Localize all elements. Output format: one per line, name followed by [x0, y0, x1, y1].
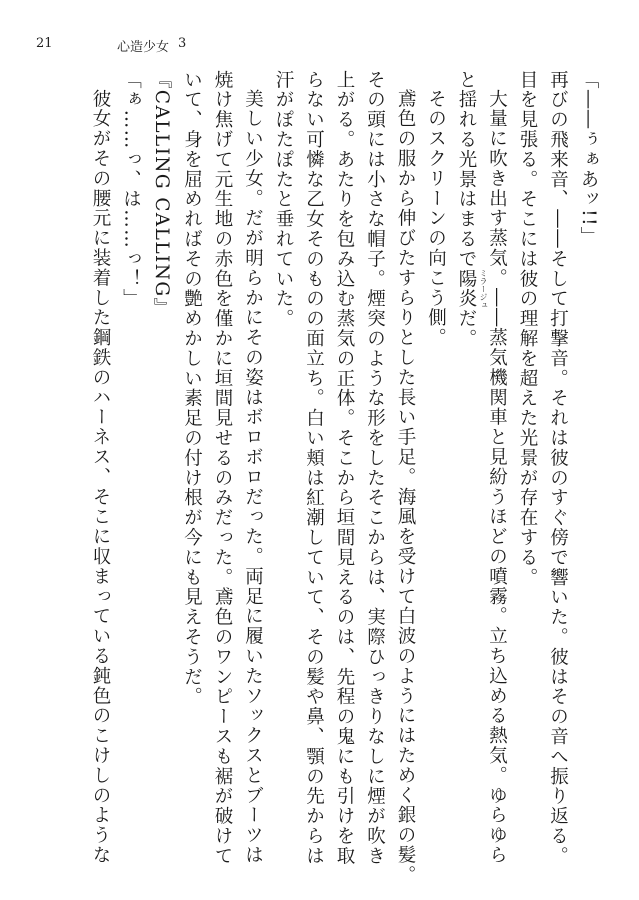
text-line [542, 70, 573, 866]
line-text: 鳶色の服から伸びたすらりとした長い手足。海風を受けて白波のようにはためく銀の髪。 [395, 88, 416, 885]
text-line [146, 70, 177, 840]
text-line [573, 70, 604, 840]
text-line [390, 70, 421, 885]
line-text-after: だ。 [456, 308, 477, 349]
line-text: 彼女がその腰元に装着した鋼鉄のハーネス、そこに収まっている鈍色のこけしのような [90, 88, 111, 865]
text-line [512, 70, 543, 840]
line-text: 「ぁ……っ、は……っ！」 [120, 70, 142, 309]
text-line [237, 70, 268, 865]
ruby-word [456, 269, 488, 309]
line-text: 『CALLING CALLING』 [151, 70, 172, 318]
line-text: と揺れる光景はまるで [456, 70, 477, 269]
line-text: 再びの飛来音、――そして打撃音。それは彼のすぐ傍で響いた。彼はその音へ振り返る。 [547, 70, 569, 866]
text-line [481, 70, 512, 865]
line-text: 汗がぽたぽたと垂れていた。 [273, 70, 294, 329]
line-text: 大量に吹き出す蒸気。――蒸気機関車と見紛うほどの噴霧。立ち込める熱気。ゆらゆら [486, 88, 508, 865]
text-line [268, 70, 299, 840]
line-text: そのスクリーンの向こう側。 [425, 88, 447, 348]
line-text: その頭には小さな帽子。煙突のような形をしたそこからは、実際ひっきりなしに煙が吹き [364, 70, 386, 866]
page-number: 21 [36, 36, 53, 51]
text-line [207, 70, 238, 866]
ruby-annotation: ミラージュ [479, 269, 488, 309]
line-text: 目を見張る。そこには彼の理解を超えた光景が存在する。 [517, 70, 538, 588]
line-text: 上がる。あたりを包み込む蒸気の正体。そこから垣間見えるのは、先程の鬼にも引けを取 [334, 70, 355, 866]
text-line [359, 70, 390, 866]
text-line [298, 70, 329, 866]
line-text: 「――ぅぁあッ!!」 [578, 70, 599, 247]
line-text: 焼け焦げて元生地の赤色を僅かに垣間見せるのみだった。鳶色のワンピースも裾が破けて [212, 70, 233, 866]
chapter-number: 3 [178, 36, 187, 51]
text-line [451, 70, 488, 840]
text-line [85, 70, 116, 865]
text-line [115, 70, 146, 840]
ruby-base: 陽炎 [456, 269, 477, 309]
text-line [176, 70, 207, 840]
book-title: 心造少女 [117, 40, 170, 55]
line-text: 美しい少女。だが明らかにその姿はボロボロだった。両足に履いたソックスとブーツは [242, 88, 264, 865]
line-text: いて、身を屈めればその艶めかしい素足の付け根が今にも見えそうだ。 [181, 70, 203, 707]
text-line [420, 70, 451, 840]
vertical-text-body [85, 70, 604, 885]
text-line [329, 70, 360, 866]
line-text: らない可憐な乙女そのものの面立ち。白い頬は紅潮していて、その髪や鼻、顎の先からは [303, 70, 325, 866]
